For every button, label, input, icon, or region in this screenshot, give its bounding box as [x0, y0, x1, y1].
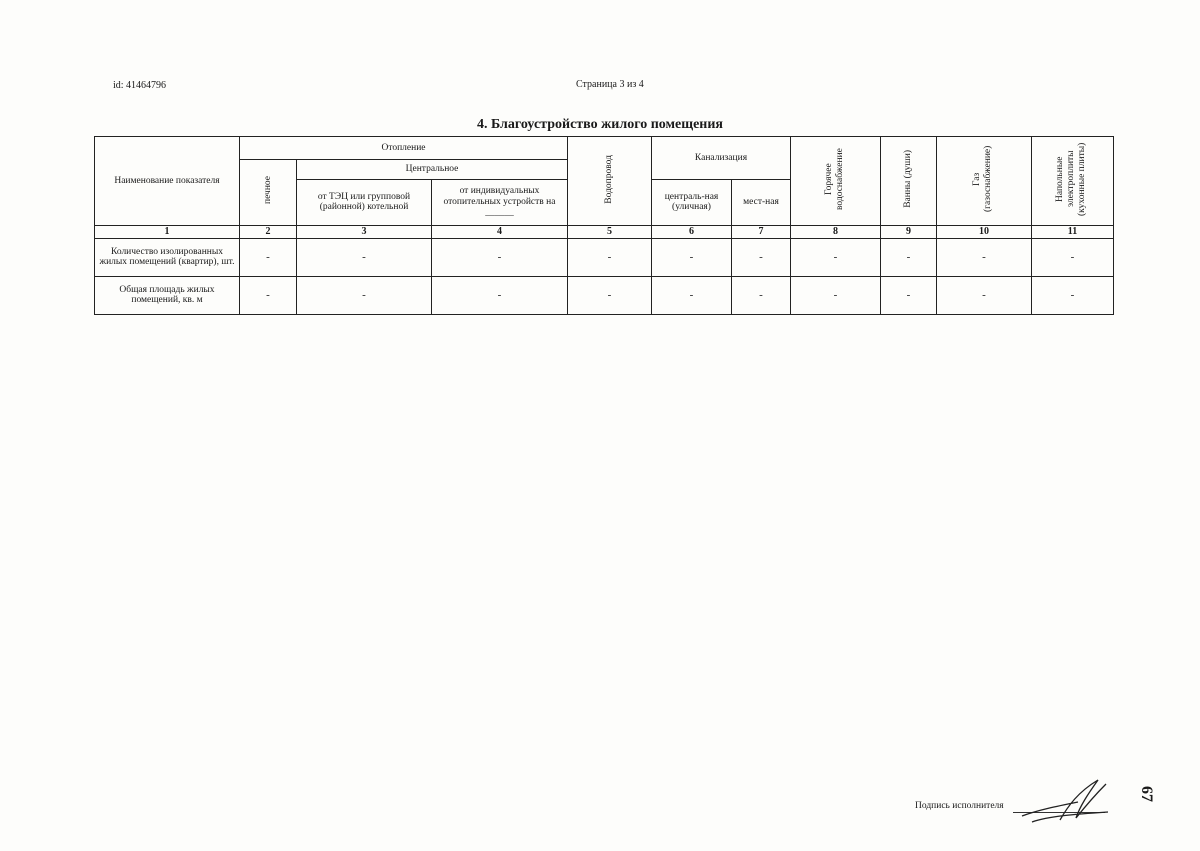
header-sewage-local: мест-ная [732, 179, 791, 225]
table-cell: - [432, 276, 568, 314]
table-cell: - [432, 238, 568, 276]
table-cell: - [732, 238, 791, 276]
header-hot-water [791, 137, 881, 226]
column-number: 9 [881, 225, 937, 238]
table-cell: - [568, 276, 652, 314]
stove-label: печное [262, 176, 273, 205]
header-water-supply [568, 137, 652, 226]
handwritten-signature [1018, 776, 1113, 826]
table-cell: - [240, 276, 297, 314]
table-cell: - [1032, 276, 1114, 314]
column-number: 6 [652, 225, 732, 238]
header-gas [937, 137, 1032, 226]
table-cell: - [1032, 238, 1114, 276]
baths-label: Ванны (души) [903, 150, 914, 208]
table-cell: - [881, 276, 937, 314]
table-cell: - [652, 238, 732, 276]
column-number: 5 [568, 225, 652, 238]
header-from-individual: от индивидуальных отопительных устройств на ______ [432, 179, 568, 225]
column-number: 8 [791, 225, 881, 238]
header-sewage: Канализация [652, 137, 791, 180]
table-cell: - [937, 276, 1032, 314]
column-number: 7 [732, 225, 791, 238]
row-label: Общая площадь жилых помещений, кв. м [95, 276, 240, 314]
header-central: Центральное [297, 160, 568, 180]
column-number: 3 [297, 225, 432, 238]
table-cell: - [791, 276, 881, 314]
column-number: 1 [95, 225, 240, 238]
header-stove [240, 160, 297, 226]
table-row [95, 238, 1114, 276]
column-number-row [95, 225, 1114, 238]
hot-water-label: Горячее водоснабжение [823, 148, 845, 210]
table-cell: - [568, 238, 652, 276]
column-number: 4 [432, 225, 568, 238]
margin-page-note: 67 [1138, 786, 1155, 802]
table-cell: - [937, 238, 1032, 276]
electric-stoves-label: Напольные электроплиты (кухонные плиты) [1054, 142, 1087, 216]
table-row [95, 276, 1114, 314]
table-cell: - [791, 238, 881, 276]
header-electric-stoves [1032, 137, 1114, 226]
column-number: 11 [1032, 225, 1114, 238]
table-cell: - [652, 276, 732, 314]
column-number: 10 [937, 225, 1032, 238]
signature-label: Подпись исполнителя [915, 801, 1004, 811]
row-label: Количество изолированных жилых помещений (квартир), шт. [95, 238, 240, 276]
table-cell: - [297, 238, 432, 276]
header-indicator-name: Наименование показателя [95, 137, 240, 226]
water-supply-label: Водопровод [604, 154, 615, 204]
document-id: id: 41464796 [113, 80, 167, 91]
header-heating: Отопление [240, 137, 568, 160]
gas-label: Газ (газоснабжение) [972, 145, 993, 213]
header-from-tec: от ТЭЦ или групповой (районной) котельной [297, 179, 432, 225]
table-cell: - [732, 276, 791, 314]
table-cell: - [881, 238, 937, 276]
column-number: 2 [240, 225, 297, 238]
header-baths [881, 137, 937, 226]
table-cell: - [240, 238, 297, 276]
header-sewage-central: централь-ная (уличная) [652, 179, 732, 225]
table-cell: - [297, 276, 432, 314]
section-title: 4. Благоустройство жилого помещения [476, 117, 723, 132]
improvement-table [94, 136, 1114, 315]
page-number: Страница 3 из 4 [576, 79, 644, 90]
